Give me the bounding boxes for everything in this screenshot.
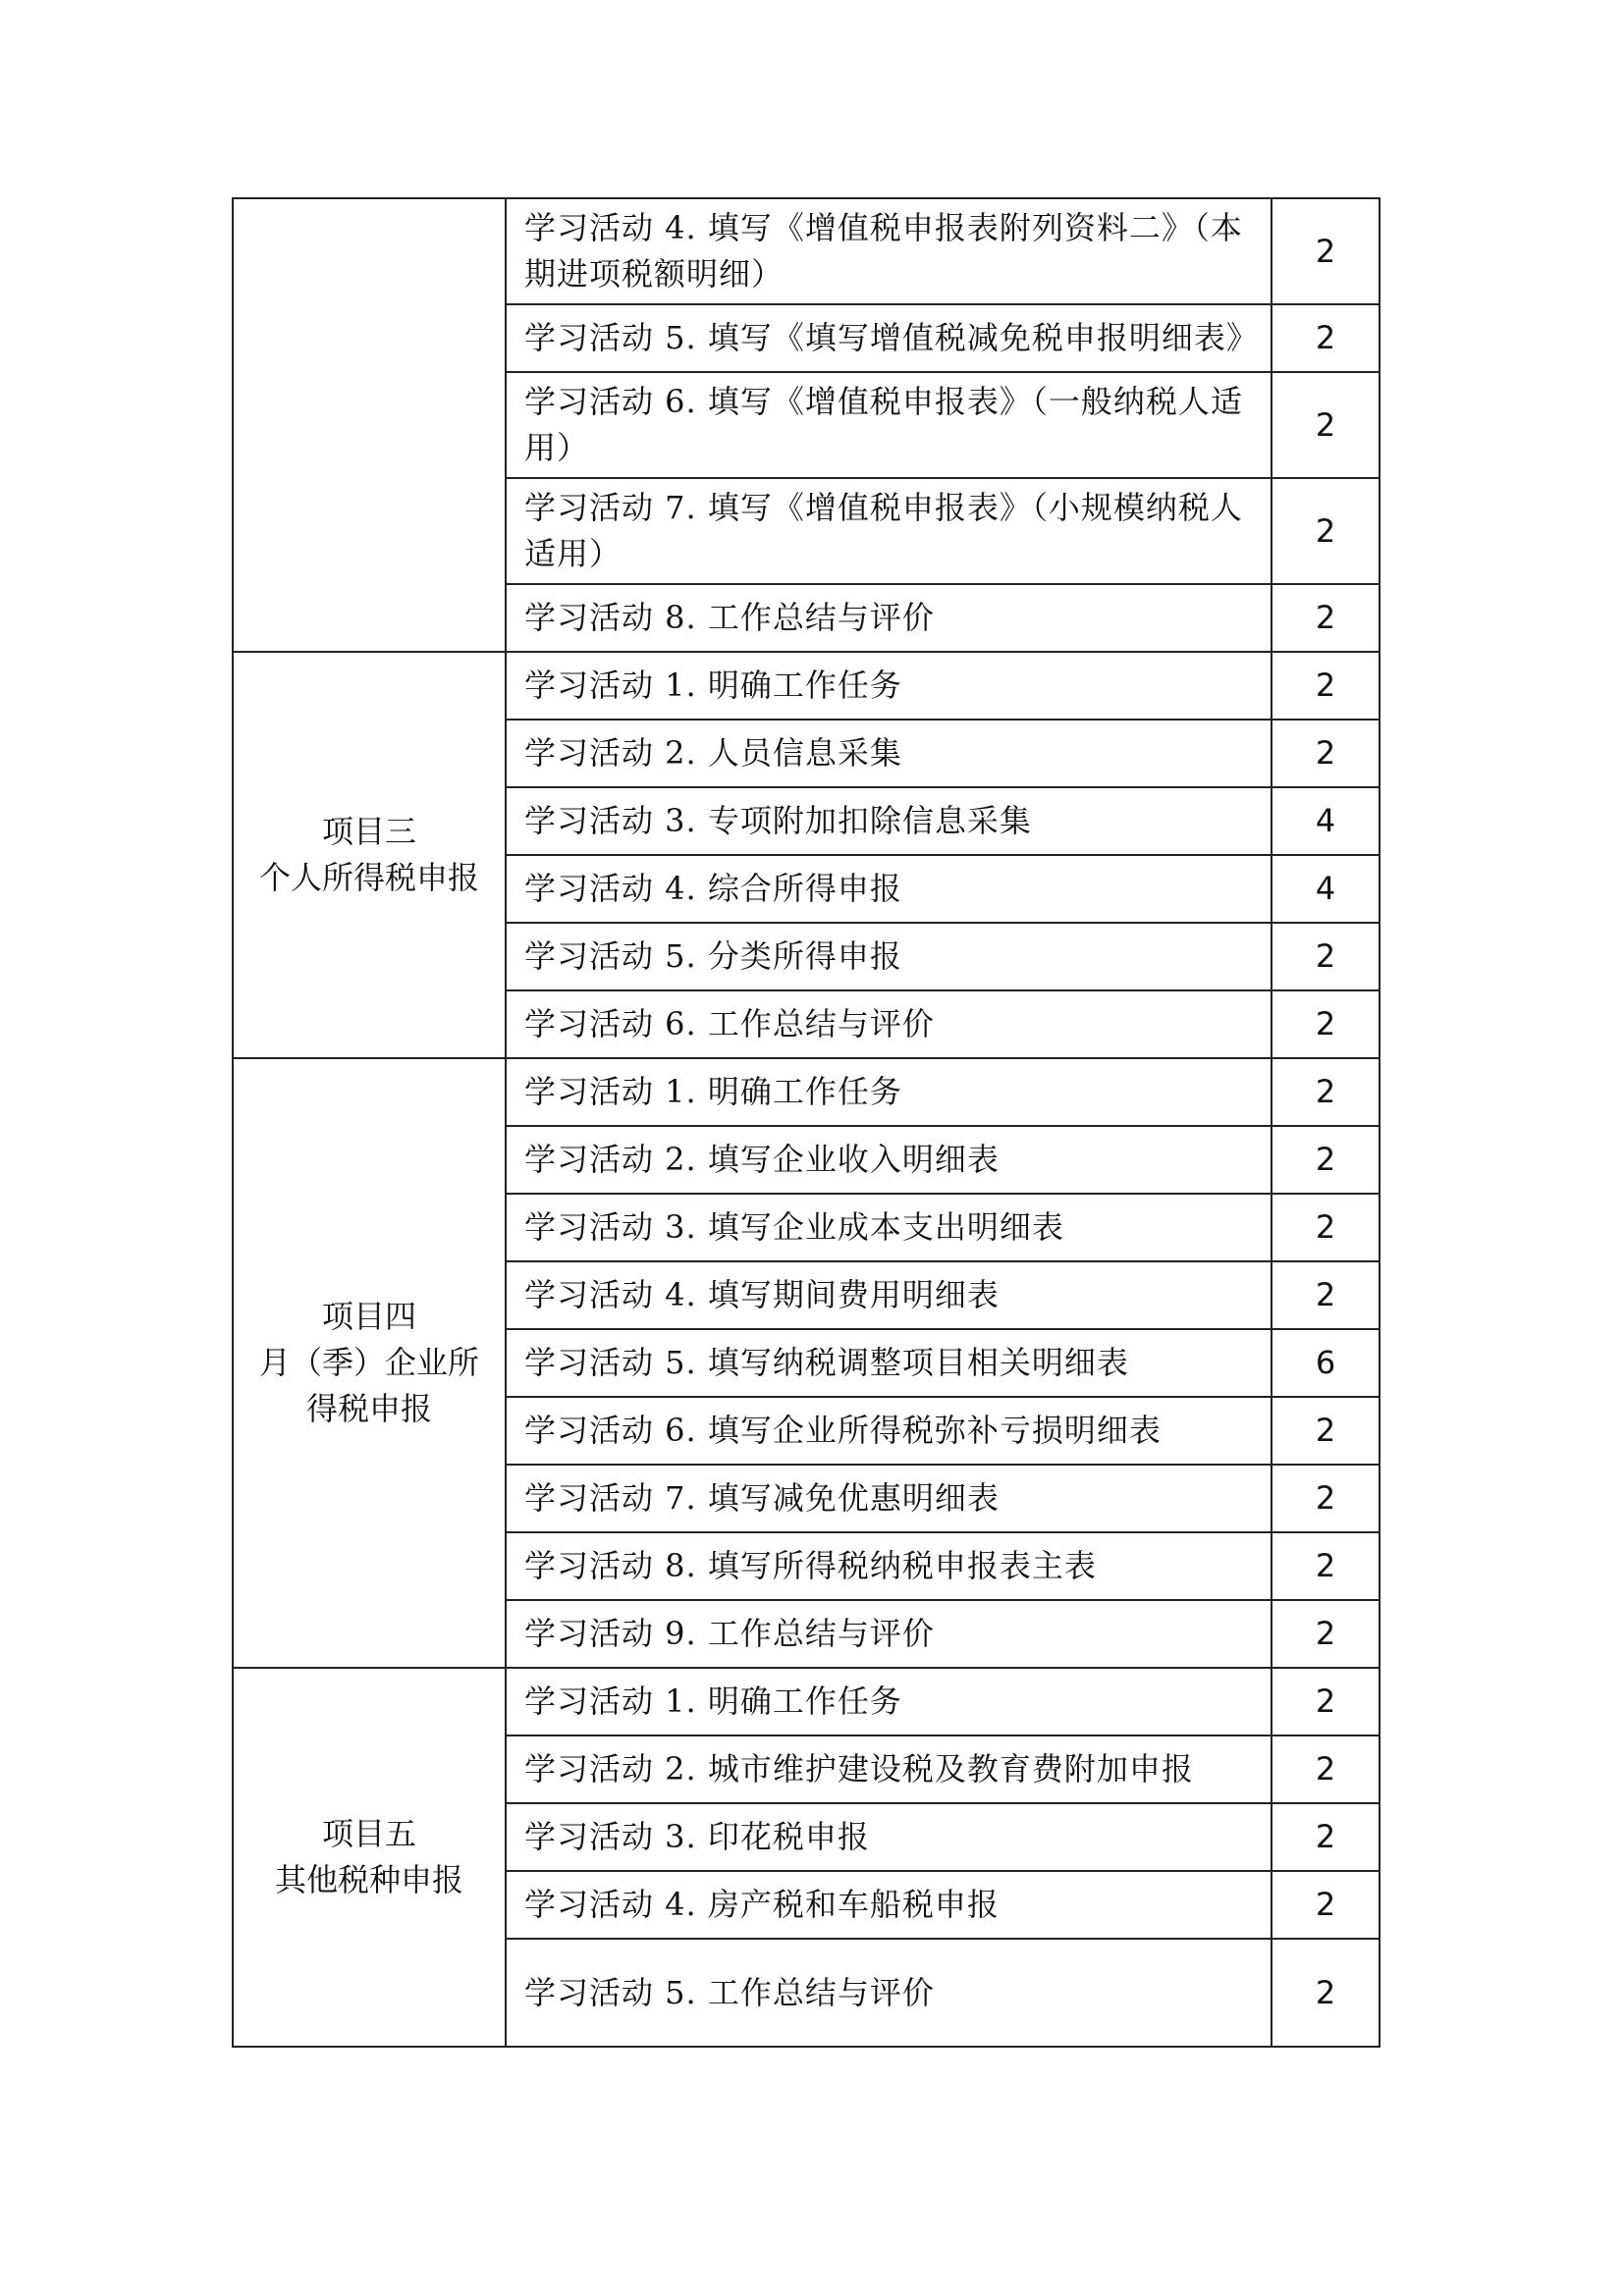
activity-label: 学习活动 5. 分类所得申报 (506, 923, 1272, 990)
activity-label: 学习活动 1. 明确工作任务 (506, 1058, 1272, 1126)
activity-hours: 2 (1272, 304, 1380, 372)
activity-label: 学习活动 3. 印花税申报 (506, 1803, 1272, 1871)
activity-label: 学习活动 4. 综合所得申报 (506, 855, 1272, 923)
activity-label: 学习活动 6. 工作总结与评价 (506, 990, 1272, 1058)
activity-label: 学习活动 7. 填写减免优惠明细表 (506, 1465, 1272, 1532)
activity-hours: 2 (1272, 372, 1380, 478)
project-name-line: 项目五 (321, 1815, 416, 1852)
project-name-line: 项目四 (321, 1298, 416, 1335)
activity-label: 学习活动 7. 填写《增值税申报表》（小规模纳税人适用） (506, 478, 1272, 584)
activity-hours: 2 (1272, 478, 1380, 584)
project-name-line: 其他税种申报 (274, 1861, 463, 1898)
activity-row (233, 198, 1380, 304)
activity-hours: 2 (1272, 1532, 1380, 1600)
course-plan-table (232, 197, 1380, 2048)
activity-label: 学习活动 4. 填写《增值税申报表附列资料二》（本期进项税额明细） (506, 198, 1272, 304)
project-name-line: 得税申报 (305, 1390, 432, 1427)
activity-label: 学习活动 5. 填写《填写增值税减免税申报明细表》 (506, 304, 1272, 372)
activity-hours: 2 (1272, 584, 1380, 652)
activity-hours: 2 (1272, 720, 1380, 787)
activity-label: 学习活动 4. 填写期间费用明细表 (506, 1261, 1272, 1329)
project-name-line: 项目三 (321, 813, 416, 850)
activity-hours: 2 (1272, 1465, 1380, 1532)
activity-label: 学习活动 2. 城市维护建设税及教育费附加申报 (506, 1735, 1272, 1803)
activity-hours: 4 (1272, 855, 1380, 923)
activity-label: 学习活动 3. 专项附加扣除信息采集 (506, 787, 1272, 855)
activity-hours: 2 (1272, 990, 1380, 1058)
activity-label: 学习活动 2. 填写企业收入明细表 (506, 1126, 1272, 1194)
activity-label: 学习活动 1. 明确工作任务 (506, 652, 1272, 720)
project-name-line: 个人所得税申报 (258, 859, 479, 896)
project-name-cell (233, 198, 506, 652)
activity-hours: 4 (1272, 787, 1380, 855)
activity-label: 学习活动 2. 人员信息采集 (506, 720, 1272, 787)
activity-hours: 2 (1272, 652, 1380, 720)
project-name-cell (233, 1058, 506, 1668)
activity-label: 学习活动 8. 填写所得税纳税申报表主表 (506, 1532, 1272, 1600)
activity-row (233, 1058, 1380, 1126)
activity-row (233, 652, 1380, 720)
project-name-cell (233, 1668, 506, 2047)
activity-label: 学习活动 5. 工作总结与评价 (506, 1939, 1272, 2047)
activity-label: 学习活动 8. 工作总结与评价 (506, 584, 1272, 652)
activity-hours: 2 (1272, 198, 1380, 304)
activity-hours: 2 (1272, 1600, 1380, 1668)
activity-row (233, 1668, 1380, 1735)
activity-hours: 2 (1272, 1668, 1380, 1735)
course-plan-body (233, 198, 1380, 2047)
project-name-line: 月（季）企业所 (258, 1344, 479, 1381)
activity-hours: 2 (1272, 1126, 1380, 1194)
activity-hours: 2 (1272, 1261, 1380, 1329)
activity-hours: 2 (1272, 1939, 1380, 2047)
project-name-cell (233, 652, 506, 1058)
activity-label: 学习活动 4. 房产税和车船税申报 (506, 1871, 1272, 1939)
activity-hours: 2 (1272, 1397, 1380, 1465)
activity-label: 学习活动 3. 填写企业成本支出明细表 (506, 1194, 1272, 1261)
activity-hours: 2 (1272, 1735, 1380, 1803)
activity-label: 学习活动 6. 填写《增值税申报表》（一般纳税人适用） (506, 372, 1272, 478)
activity-hours: 2 (1272, 1194, 1380, 1261)
activity-hours: 6 (1272, 1329, 1380, 1397)
activity-label: 学习活动 1. 明确工作任务 (506, 1668, 1272, 1735)
activity-hours: 2 (1272, 923, 1380, 990)
activity-hours: 2 (1272, 1058, 1380, 1126)
activity-hours: 2 (1272, 1871, 1380, 1939)
activity-hours: 2 (1272, 1803, 1380, 1871)
activity-label: 学习活动 9. 工作总结与评价 (506, 1600, 1272, 1668)
activity-label: 学习活动 5. 填写纳税调整项目相关明细表 (506, 1329, 1272, 1397)
activity-label: 学习活动 6. 填写企业所得税弥补亏损明细表 (506, 1397, 1272, 1465)
